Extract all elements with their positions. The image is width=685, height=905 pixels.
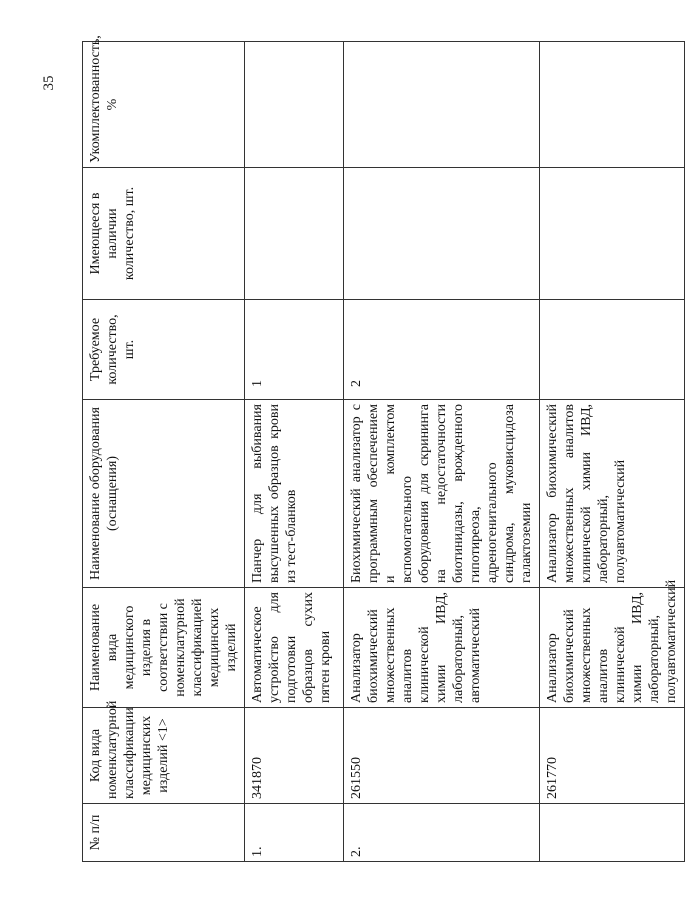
header-code: Код вида номенклатурной классификации медицинских изделий <1> bbox=[83, 708, 245, 804]
cell-num bbox=[540, 804, 685, 862]
cell-device-type: Автоматическое устройство для подготовки образцов сухих пятен крови bbox=[245, 588, 344, 708]
table-row bbox=[344, 42, 540, 862]
header-equipment: Наименование оборудования (оснащения) bbox=[83, 400, 245, 588]
table-row bbox=[245, 42, 344, 862]
cell-available bbox=[344, 168, 540, 300]
rotated-table-wrapper bbox=[82, 35, 679, 862]
header-completeness: Укомплектованность, % bbox=[83, 42, 245, 168]
document-page bbox=[82, 35, 679, 862]
cell-code: 261770 bbox=[540, 708, 685, 804]
table-header-row bbox=[83, 42, 245, 862]
header-device-type: Наименование вида медицинского изделия в соответствии с номенклатурной классификацией медицинских изделий bbox=[83, 588, 245, 708]
table-row bbox=[540, 42, 685, 862]
cell-available bbox=[540, 168, 685, 300]
cell-required: 1 bbox=[245, 300, 344, 400]
cell-code: 341870 bbox=[245, 708, 344, 804]
cell-code: 261550 bbox=[344, 708, 540, 804]
cell-completeness bbox=[344, 42, 540, 168]
cell-available bbox=[245, 168, 344, 300]
cell-num: 1. bbox=[245, 804, 344, 862]
cell-required bbox=[540, 300, 685, 400]
cell-equipment: Анализатор биохимический множественных аналитов клинической химии ИВД, лабораторный, полуавтоматический bbox=[540, 400, 685, 588]
header-num: № п/п bbox=[83, 804, 245, 862]
cell-completeness bbox=[540, 42, 685, 168]
cell-device-type: Анализатор биохимический множественных аналитов клинической химии ИВД, лабораторный, полуавтоматический bbox=[540, 588, 685, 708]
cell-num: 2. bbox=[344, 804, 540, 862]
cell-required: 2 bbox=[344, 300, 540, 400]
header-required: Требуемое количество, шт. bbox=[83, 300, 245, 400]
header-available: Имеющееся в наличии количество, шт. bbox=[83, 168, 245, 300]
cell-equipment: Биохимический анализатор с программным обеспечением и комплектом вспомогательного оборудования для скрининга на недостаточности биотинидазы, врожденного гипотиреоза, адреногенитального синдрома, муковисцидоза галактоземии bbox=[344, 400, 540, 588]
cell-device-type: Анализатор биохимический множественных аналитов клинической химии ИВД, лабораторный, автоматический bbox=[344, 588, 540, 708]
page-number: 35 bbox=[41, 75, 57, 91]
equipment-table bbox=[82, 35, 685, 862]
cell-completeness bbox=[245, 42, 344, 168]
cell-equipment: Панчер для выбивания высушенных образцов крови из тест-бланков bbox=[245, 400, 344, 588]
